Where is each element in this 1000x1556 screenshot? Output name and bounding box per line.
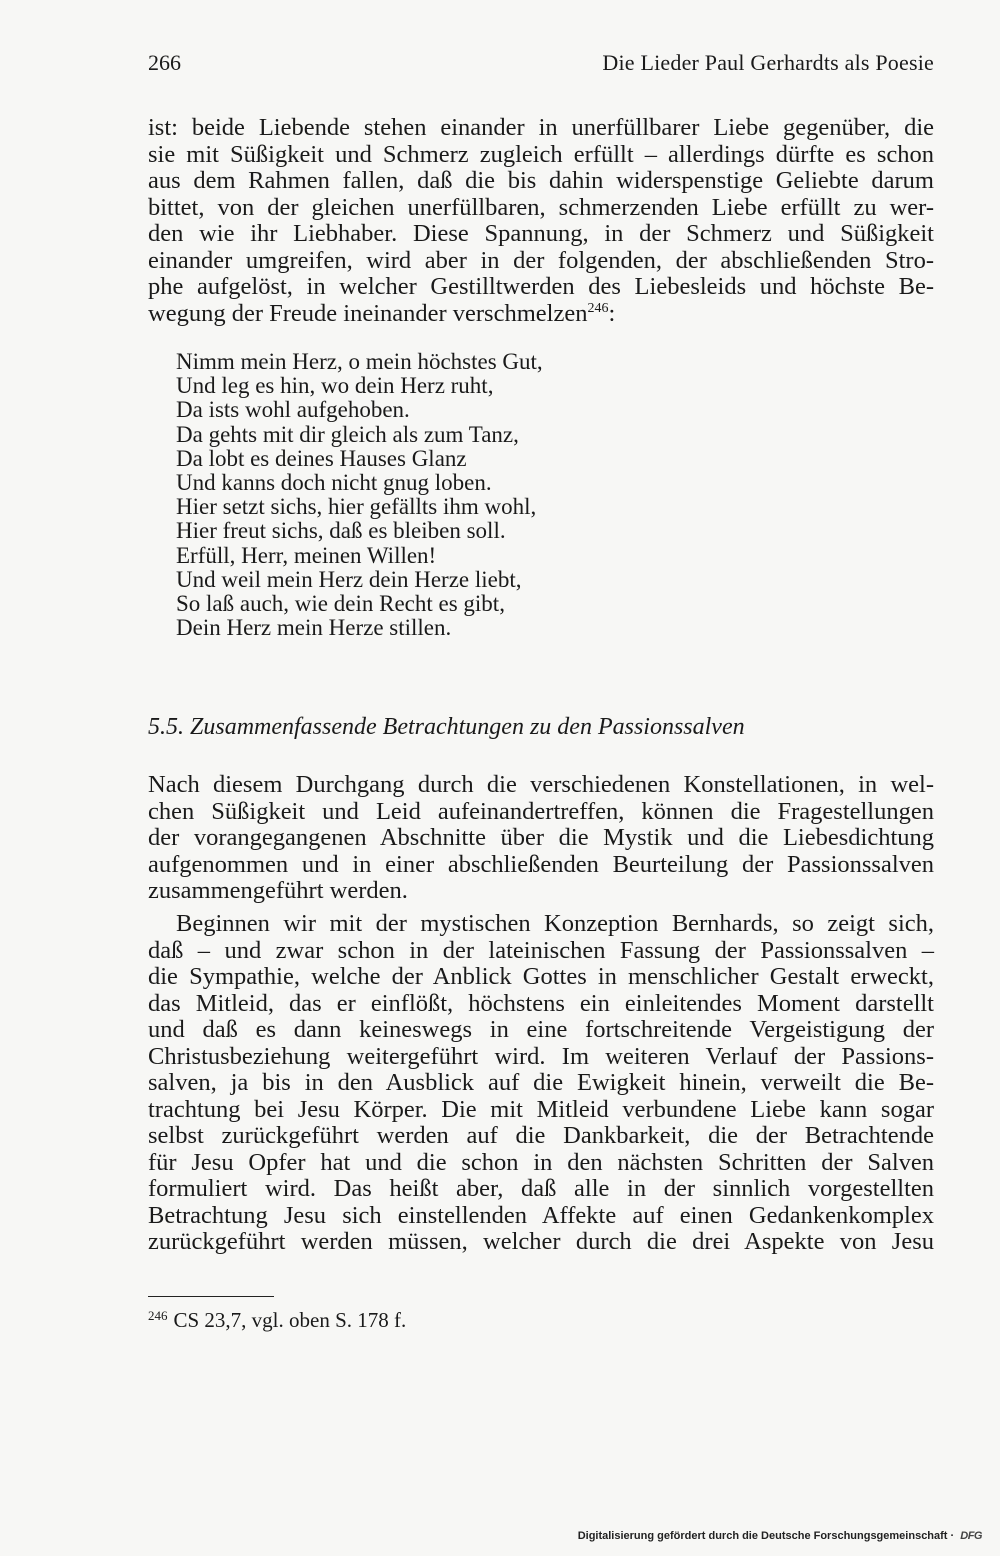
text-line: chen Süßigkeit und Leid aufeinandertreffen, können die Fragestellungen [148,797,934,825]
paragraph [148,772,934,905]
text-line: bittet, von der gleichen unerfüllbaren, schmerzenden Liebe erfüllt zu wer- [148,193,934,221]
footnote-marker: 246 [148,1308,168,1323]
text-line: Nach diesem Durchgang durch die verschiedenen Konstellationen, in wel- [148,771,934,798]
text-line: ist: beide Liebende stehen einander in unerfüllbarer Liebe gegenüber, die [148,114,934,141]
dfg-logo: DFG [960,1530,982,1542]
text-line: trachtung bei Jesu Körper. Die mit Mitleid verbundene Liebe kann sogar [148,1095,934,1123]
text-line: aufgenommen und in einer abschließenden Beurteilung der Passionssalven [148,850,934,878]
text-line: Beginnen wir mit der mystischen Konzeption Bernhards, so zeigt sich, [176,910,934,937]
footnote-reference[interactable]: 246 [587,300,609,316]
digitization-credit [578,1530,982,1542]
text-fragment: wegung der Freude ineinander verschmelzen [148,299,588,327]
poem-line: Da ists wohl aufgehoben. [176,397,410,423]
text-line: das Mitleid, das er einflößt, höchstens ein einleitendes Moment darstellt [148,989,934,1017]
text-line: der vorangegangenen Abschnitte über die Mystik und die Liebesdichtung [148,824,934,851]
text-fragment: : [608,299,616,327]
text-line: einander umgreifen, wird aber in der folgenden, der abschließenden Stro- [148,246,934,274]
text-line: für Jesu Opfer hat und die schon in den nächsten Schritten der Salven [148,1148,934,1176]
text-line: salven, ja bis in den Ausblick auf die Ewigkeit hinein, verweilt die Be- [148,1069,934,1096]
paragraph [148,911,934,1256]
text-line: sie mit Süßigkeit und Schmerz zugleich erfüllt – allerdings dürfte es schon [148,140,934,168]
footnote [148,1308,406,1333]
text-line: daß – und zwar schon in der lateinischen Fassung der Passionssalven – [148,936,934,964]
poem-line: Hier freut sichs, daß es bleiben soll. [176,518,506,544]
poem-line: So laß auch, wie dein Recht es gibt, [176,591,505,617]
poem-line: Nimm mein Herz, o mein höchstes Gut, [176,349,543,374]
footnote-text: CS 23,7, vgl. oben S. 178 f. [173,1308,407,1332]
text-line: aus dem Rahmen fallen, daß die bis dahin widerspenstige Geliebte darum [148,167,934,194]
poem-quotation [176,350,543,640]
page-number: 266 [148,50,181,75]
paragraph-continued [148,115,934,327]
text-line: die Sympathie, welche der Anblick Gottes in menschlicher Gestalt erweckt, [148,963,934,990]
footnote-divider [148,1296,274,1297]
poem-line: Und weil mein Herz dein Herze liebt, [176,566,522,592]
poem-line: Hier setzt sichs, hier gefällts ihm wohl, [176,494,537,520]
text-line [148,301,934,328]
running-title: Die Lieder Paul Gerhardts als Poesie [602,50,934,75]
text-line: phe aufgelöst, in welcher Gestilltwerden des Liebesleids und höchste Be- [148,273,934,300]
poem-line: Erfüll, Herr, meinen Willen! [176,542,437,568]
section-heading: 5.5. Zusammenfassende Betrachtungen zu den Passionssalven [148,714,745,740]
text-line: selbst zurückgeführt werden auf die Dankbarkeit, die der Betrachtende [148,1122,934,1149]
text-line: Christusbeziehung weitergeführt wird. Im weiteren Verlauf der Passions- [148,1042,934,1070]
poem-line: Da gehts mit dir gleich als zum Tanz, [176,421,519,447]
text-line: Betrachtung Jesu sich einstellenden Affekte auf einen Gedankenkomplex [148,1201,934,1229]
poem-line: Und kanns doch nicht gnug loben. [176,470,492,496]
page-header [148,50,934,86]
text-line: den wie ihr Liebhaber. Diese Spannung, in der Schmerz und Süßigkeit [148,220,934,247]
text-line: und daß es dann keineswegs in eine fortschreitende Vergeistigung der [148,1016,934,1043]
poem-line: Da lobt es deines Hauses Glanz [176,445,467,471]
text-line: formuliert wird. Das heißt aber, daß alle in der sinnlich vorgestellten [148,1175,934,1202]
poem-line: Dein Herz mein Herze stillen. [176,615,452,641]
credit-text: Digitalisierung gefördert durch die Deutsche Forschungsgemeinschaft · [577,1530,955,1542]
text-line: zurückgeführt werden müssen, welcher durch die drei Aspekte von Jesu [148,1228,934,1255]
poem-line: Und leg es hin, wo dein Herz ruht, [176,373,494,399]
text-line: zusammengeführt werden. [148,877,408,904]
